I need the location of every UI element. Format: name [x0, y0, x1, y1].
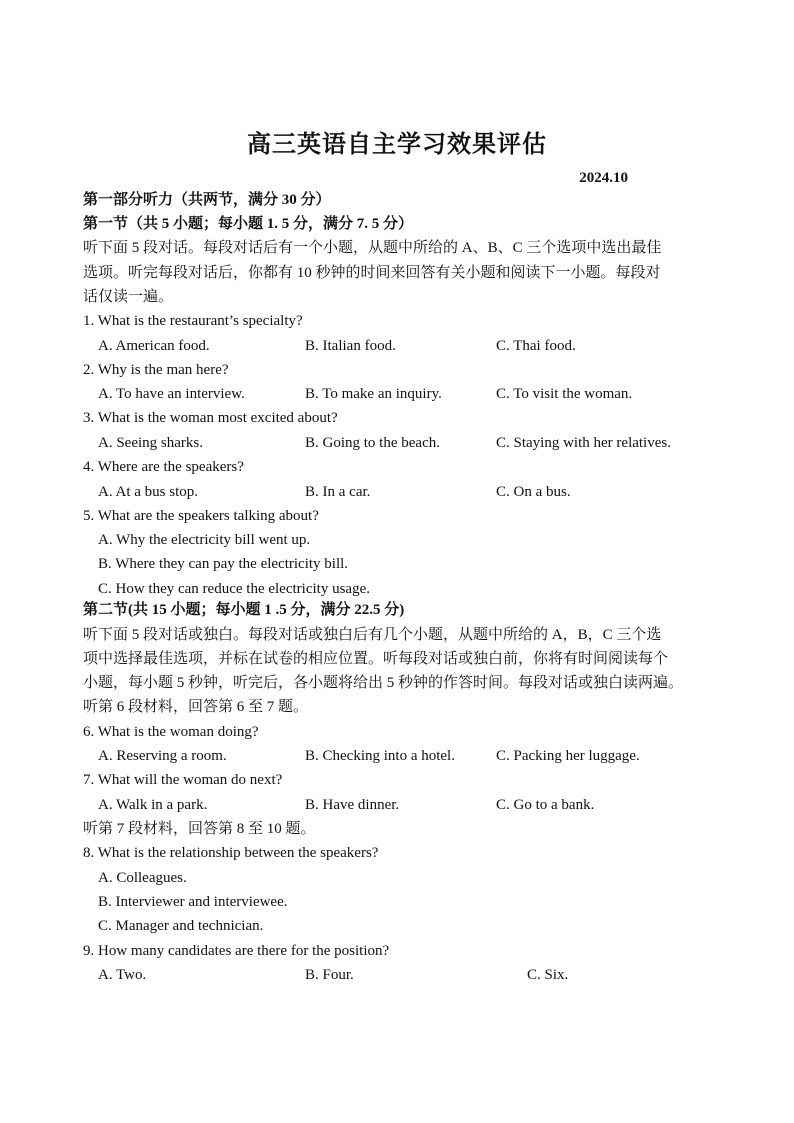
q7-option-a: A. Walk in a park. [98, 797, 208, 813]
section2-instruction-line: 小题，每小题 5 秒钟，听完后，各小题将给出 5 秒钟的作答时间。每段对话或独白读两遍。 [83, 675, 684, 691]
q1-option-a: A. American food. [98, 338, 210, 354]
q7-option-b: B. Have dinner. [305, 797, 400, 813]
q6-option-b: B. Checking into a hotel. [305, 748, 455, 764]
q9-option-b: B. Four. [305, 967, 354, 983]
q7-option-c: C. Go to a bank. [496, 797, 595, 813]
question-8: 8. What is the relationship between the speakers? [83, 845, 379, 861]
q2-option-a: A. To have an interview. [98, 386, 245, 402]
question-5: 5. What are the speakers talking about? [83, 508, 319, 524]
q3-option-b: B. Going to the beach. [305, 435, 440, 451]
q4-option-b: B. In a car. [305, 484, 371, 500]
q8-option-b: B. Interviewer and interviewee. [98, 894, 288, 910]
q9-option-c: C. Six. [527, 967, 569, 983]
question-4: 4. Where are the speakers? [83, 459, 244, 475]
section1-instruction-line: 听下面 5 段对话。每段对话后有一个小题，从题中所给的 A、B、C 三个选项中选出最佳 [83, 240, 662, 256]
section1-instruction-line: 选项。听完每段对话后，你都有 10 秒钟的时间来回答有关小题和阅读下一小题。每段对 [83, 265, 661, 281]
q2-option-b: B. To make an inquiry. [305, 386, 442, 402]
q9-option-a: A. Two. [98, 967, 147, 983]
section2-heading: 第二节(共 15 小题；每小题 1 .5 分，满分 22.5 分) [83, 602, 405, 618]
q5-option-a: A. Why the electricity bill went up. [98, 532, 311, 548]
q4-option-c: C. On a bus. [496, 484, 571, 500]
question-6: 6. What is the woman doing? [83, 724, 259, 740]
section1-instruction-line: 话仅读一遍。 [83, 289, 174, 305]
material-7-note: 听第 7 段材料，回答第 8 至 10 题。 [83, 821, 316, 837]
q3-option-c: C. Staying with her relatives. [496, 435, 671, 451]
question-9: 9. How many candidates are there for the position? [83, 943, 390, 959]
q6-option-a: A. Reserving a room. [98, 748, 227, 764]
question-1: 1. What is the restaurant’s specialty? [83, 313, 303, 329]
section1-heading: 第一节（共 5 小题；每小题 1. 5 分，满分 7. 5 分） [83, 216, 414, 232]
part1-heading: 第一部分听力（共两节，满分 30 分） [83, 192, 331, 208]
q5-option-c: C. How they can reduce the electricity usage. [98, 581, 370, 597]
question-2: 2. Why is the man here? [83, 362, 229, 378]
question-7: 7. What will the woman do next? [83, 772, 283, 788]
section2-instruction-line: 听下面 5 段对话或独白。每段对话或独白后有几个小题，从题中所给的 A，B，C 三个选 [83, 627, 662, 643]
q5-option-b: B. Where they can pay the electricity bill. [98, 556, 349, 572]
exam-date: 2024.10 [579, 170, 628, 186]
q1-option-c: C. Thai food. [496, 338, 576, 354]
q2-option-c: C. To visit the woman. [496, 386, 633, 402]
question-3: 3. What is the woman most excited about? [83, 410, 338, 426]
q8-option-a: A. Colleagues. [98, 870, 187, 886]
q8-option-c: C. Manager and technician. [98, 918, 264, 934]
section2-instruction-line: 项中选择最佳选项，并标在试卷的相应位置。听每段对话或独白前，你将有时间阅读每个 [83, 651, 669, 667]
material-6-note: 听第 6 段材料，回答第 6 至 7 题。 [83, 699, 309, 715]
q4-option-a: A. At a bus stop. [98, 484, 199, 500]
q6-option-c: C. Packing her luggage. [496, 748, 640, 764]
q1-option-b: B. Italian food. [305, 338, 396, 354]
q3-option-a: A. Seeing sharks. [98, 435, 203, 451]
page-title: 高三英语自主学习效果评估 [247, 132, 547, 158]
